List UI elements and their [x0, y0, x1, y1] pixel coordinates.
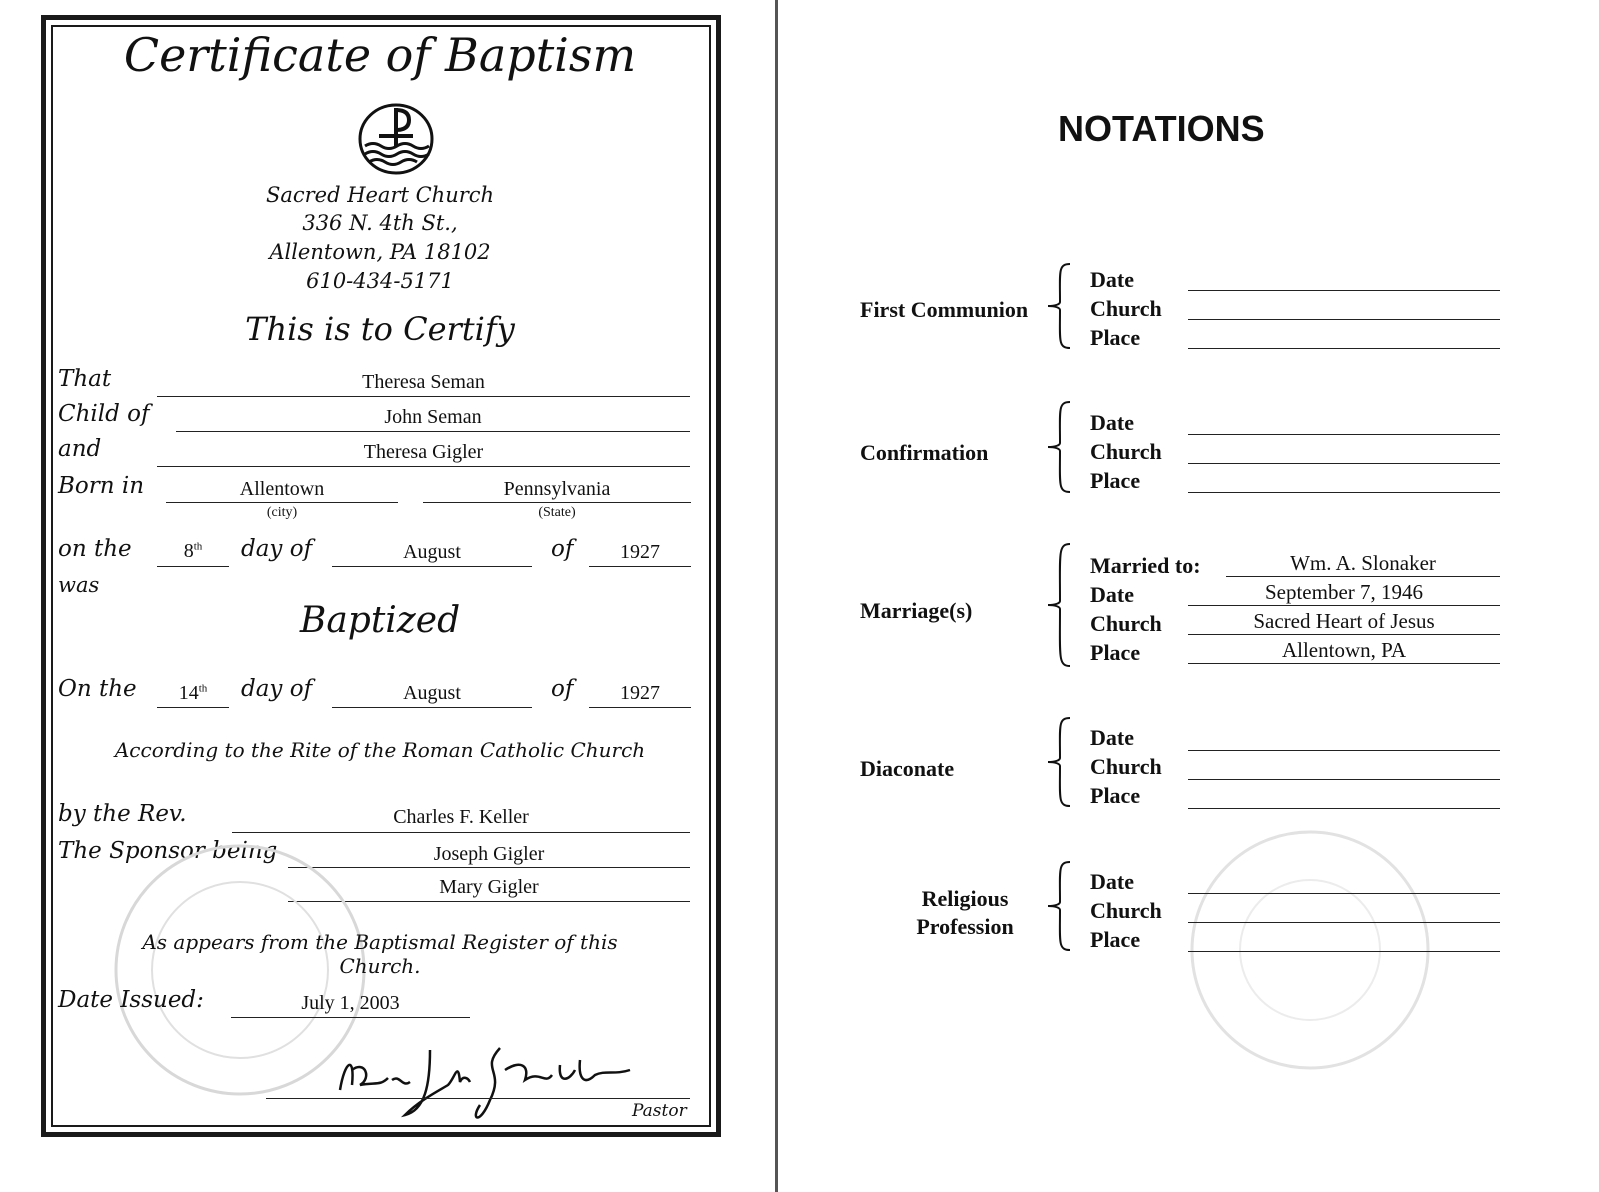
religious-profession-place-label: Place [1090, 927, 1141, 952]
child-name: Theresa Seman [362, 371, 485, 393]
pastor-signature [330, 1030, 640, 1120]
rite-statement: According to the Rite of the Roman Catholic Church [114, 738, 646, 762]
confirmation-date-line [1188, 434, 1500, 435]
church-address: 336 N. 4th St., [302, 211, 458, 235]
marriage-church-value: Sacred Heart of Jesus [1253, 609, 1435, 633]
birth-year-line [589, 566, 691, 567]
born-state: Pennsylvania [503, 478, 611, 500]
first-communion-place-line [1188, 348, 1500, 349]
diaconate-date-line [1188, 750, 1500, 751]
was-label: was [58, 573, 100, 597]
day-of-label-2: day of [241, 676, 313, 702]
church-phone: 610-434-5171 [306, 269, 454, 293]
born-in-label: Born in [58, 473, 145, 499]
register-statement: As appears from the Baptismal Register of this Church. [142, 930, 618, 978]
religious-profession-label-1: Religious [921, 886, 1009, 911]
day-of-label: day of [241, 536, 313, 562]
birth-month-line [332, 566, 532, 567]
marriage-date-line [1188, 605, 1500, 606]
of-label: of [551, 536, 574, 562]
sponsor-1: Joseph Gigler [433, 843, 545, 865]
baptism-year: 1927 [620, 682, 660, 704]
first-communion-label: First Communion [860, 297, 1029, 322]
birth-day: 8th [183, 540, 203, 562]
confirmation-place-line [1188, 492, 1500, 493]
diaconate-date-label: Date [1090, 725, 1134, 750]
birth-month: August [403, 541, 461, 563]
church-city: Allentown, PA 18102 [269, 240, 491, 264]
marriage-church-label: Church [1090, 611, 1162, 636]
diaconate-place-label: Place [1090, 783, 1141, 808]
that-label: That [58, 366, 112, 392]
pastor-label: Pastor [632, 1101, 687, 1121]
marriage-married-to-label: Married to: [1090, 553, 1201, 578]
diaconate-place-line [1188, 808, 1500, 809]
confirmation-place-label: Place [1090, 468, 1141, 493]
religious-profession-church-label: Church [1090, 898, 1162, 923]
diaconate-church-line [1188, 779, 1500, 780]
of-label-2: of [551, 676, 574, 702]
confirmation-brace [1040, 400, 1080, 494]
confirmation-church-label: Church [1090, 439, 1162, 464]
first-communion-place-label: Place [1090, 325, 1141, 350]
born-state-line [423, 502, 691, 503]
baptism-month: August [403, 682, 461, 704]
marriage-date-value: September 7, 1946 [1264, 580, 1424, 604]
baptism-day: 14th [178, 682, 208, 704]
on-the-label: on the [58, 536, 132, 562]
baptism-month-line [332, 707, 532, 708]
diaconate-label: Diaconate [860, 756, 955, 781]
first-communion-date-line [1188, 290, 1500, 291]
confirmation-date-label: Date [1090, 410, 1134, 435]
notations-title: NOTATIONS [1058, 108, 1265, 149]
mother-name: Theresa Gigler [363, 441, 484, 463]
married-to-value: Wm. A. Slonaker [1290, 551, 1436, 575]
and-line [157, 466, 690, 467]
date-issued-label: Date Issued: [58, 987, 204, 1013]
born-city-line [166, 502, 398, 503]
rev-line [232, 832, 690, 833]
marriage-label: Marriage(s) [860, 598, 973, 623]
father-name: John Seman [384, 406, 482, 428]
city-caption: (city) [266, 505, 298, 520]
baptism-day-line [157, 707, 229, 708]
born-city: Allentown [239, 478, 325, 500]
right-seal-stamp [1180, 820, 1440, 1080]
first-communion-brace [1040, 262, 1080, 350]
sponsor-label: The Sponsor being [58, 838, 278, 864]
marriage-church-line [1188, 634, 1500, 635]
diaconate-brace [1040, 716, 1080, 808]
rev-label: by the Rev. [58, 801, 187, 827]
date-issued-line [231, 1017, 470, 1018]
diaconate-church-label: Church [1090, 754, 1162, 779]
chi-rho-water-icon [357, 102, 435, 176]
baptized-heading: Baptized [299, 600, 461, 641]
state-caption: (State) [538, 505, 576, 520]
confirmation-church-line [1188, 463, 1500, 464]
married-to-line [1226, 576, 1500, 577]
religious-profession-brace [1040, 860, 1080, 952]
date-issued-value: July 1, 2003 [301, 992, 400, 1014]
first-communion-date-label: Date [1090, 267, 1134, 292]
page-fold-divider [775, 0, 778, 1192]
marriage-place-label: Place [1090, 640, 1141, 665]
religious-profession-date-line [1188, 893, 1500, 894]
child-of-line [176, 431, 690, 432]
first-communion-church-label: Church [1090, 296, 1162, 321]
that-line [157, 396, 690, 397]
marriage-place-value: Allentown, PA [1281, 638, 1407, 662]
certificate-title: Certificate of Baptism [123, 28, 637, 82]
church-name: Sacred Heart Church [265, 183, 495, 207]
on-the-label-2: On the [58, 676, 137, 702]
certify-heading: This is to Certify [245, 310, 515, 348]
confirmation-label: Confirmation [860, 440, 989, 465]
religious-profession-label-2: Profession [916, 914, 1014, 939]
birth-year: 1927 [620, 541, 660, 563]
sponsor-2: Mary Gigler [439, 876, 539, 898]
signature-line [266, 1098, 690, 1099]
birth-day-line [157, 566, 229, 567]
marriage-place-line [1188, 663, 1500, 664]
marriage-brace [1040, 542, 1080, 668]
baptism-year-line [589, 707, 691, 708]
marriage-date-label: Date [1090, 582, 1134, 607]
religious-profession-place-line [1188, 951, 1500, 952]
religious-profession-date-label: Date [1090, 869, 1134, 894]
religious-profession-church-line [1188, 922, 1500, 923]
and-label: and [58, 436, 102, 462]
first-communion-church-line [1188, 319, 1500, 320]
child-of-label: Child of [58, 401, 150, 427]
rev-name: Charles F. Keller [393, 806, 529, 828]
